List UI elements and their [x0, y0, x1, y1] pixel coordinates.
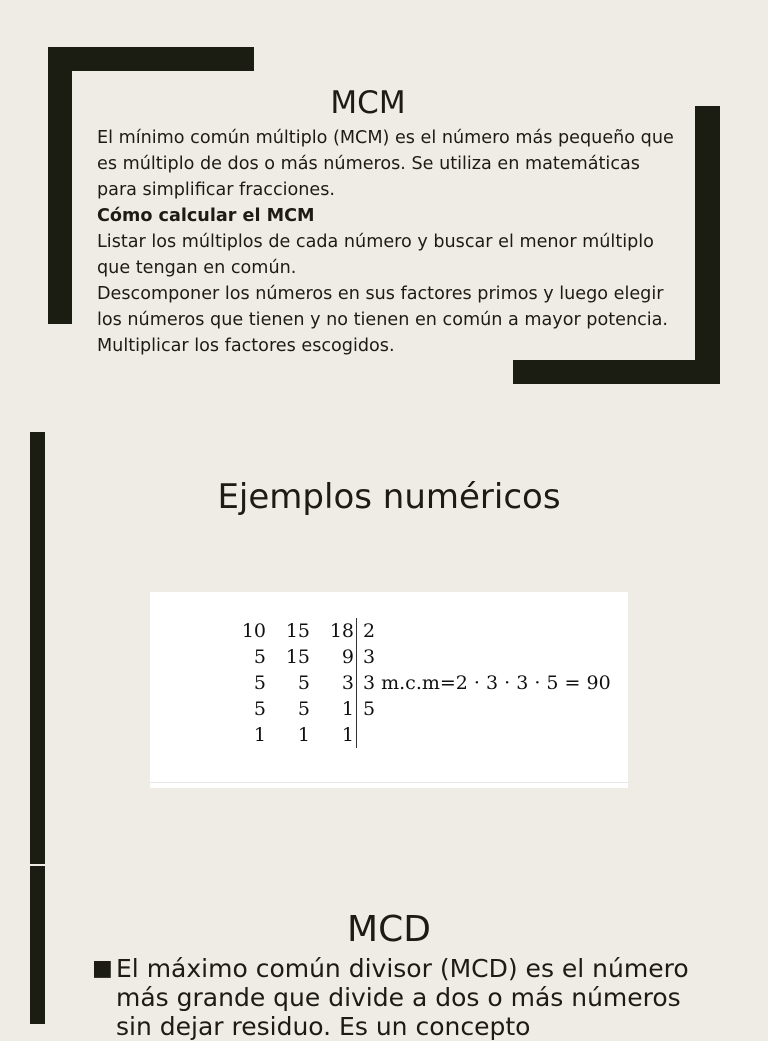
section-heading: Cómo calcular el MCM: [97, 206, 315, 226]
table-cell-number: 5: [297, 672, 310, 694]
slide-mcd: [0, 866, 768, 1041]
method-2-text: Descomponer los números en sus factores primos y luego elegir los números que tienen y no tienen en común a mayor potencia.: [97, 284, 669, 330]
bullet-square-icon: ■: [92, 956, 113, 981]
table-cell-number: 5: [297, 698, 310, 720]
table-cell-number: 18: [329, 620, 354, 642]
table-cell-number: 5: [253, 672, 266, 694]
table-row: [224, 618, 611, 644]
bullet-text: El máximo común divisor (MCD) es el número más grande que divide a dos o más números sin dejar residuo. Es un concepto: [116, 954, 689, 1041]
table-cell-number: 1: [341, 724, 354, 746]
slide-title: MCM: [330, 85, 406, 121]
table-row: [224, 644, 611, 670]
slide-title: Ejemplos numéricos: [217, 477, 561, 517]
table-cell-number: 1: [341, 698, 354, 720]
figure-bottom-line: [150, 782, 628, 783]
table-cell-number: 5: [253, 698, 266, 720]
frame-top-left-horizontal: [48, 47, 254, 71]
frame-bottom-right-horizontal: [513, 360, 720, 384]
table-cell-number: 5: [253, 646, 266, 668]
slide-title: MCD: [347, 909, 431, 950]
factorization-table: [224, 618, 611, 748]
slide-ejemplos: [0, 432, 768, 864]
bullet-item: [92, 954, 712, 1041]
method-3-text: Multiplicar los factores escogidos.: [97, 336, 395, 356]
table-cell-number: 15: [285, 620, 310, 642]
table-cell-divisor: 3 m.c.m=2 · 3 · 3 · 5 = 90: [357, 670, 611, 696]
table-cell-divisor: [357, 722, 611, 748]
table-cell-number: 1: [253, 724, 266, 746]
slide-mcm: [0, 0, 768, 430]
frame-bottom-right-vertical: [695, 106, 720, 384]
slide-body: [97, 125, 677, 359]
table-cell-divisor: 2: [357, 618, 611, 644]
table-cell-number: 1: [297, 724, 310, 746]
table-cell-number: 15: [285, 646, 310, 668]
table-row: [224, 722, 611, 748]
table-cell-number: 3: [341, 672, 354, 694]
method-1-text: Listar los múltiplos de cada número y buscar el menor múltiplo que tengan en común.: [97, 232, 654, 278]
lcm-factorization-figure: [150, 592, 628, 788]
table-cell-number: 10: [241, 620, 266, 642]
table-cell-divisor: 5: [357, 696, 611, 722]
table-cell-number: 9: [341, 646, 354, 668]
table-row: [224, 696, 611, 722]
table-cell-divisor: 3: [357, 644, 611, 670]
table-row: [224, 670, 611, 696]
definition-text: El mínimo común múltiplo (MCM) es el número más pequeño que es múltiplo de dos o más números. Se utiliza en matemáticas para simplificar fracciones.: [97, 128, 674, 200]
